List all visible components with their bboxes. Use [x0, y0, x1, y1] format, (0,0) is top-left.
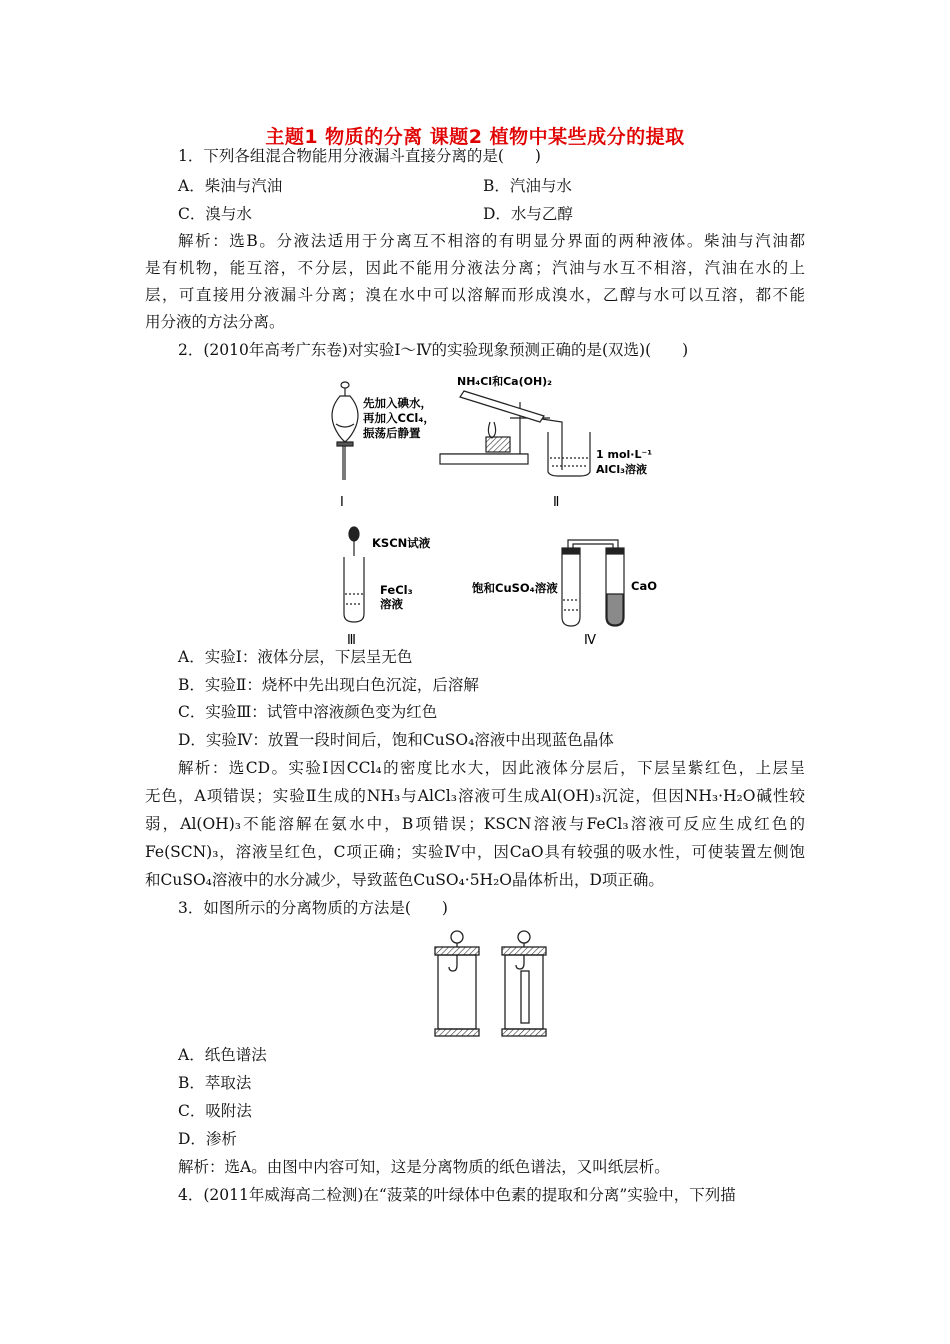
- exp1-label: 振荡后静置: [363, 426, 421, 440]
- question-4-stem: 4．(2011年威海高二检测)在“菠菜的叶绿体中色素的提取和分离”实验中，下列描: [178, 1186, 736, 1204]
- q1-option-c: C．溴与水: [178, 205, 252, 223]
- q1-analysis-line: 是有机物，能互溶，不分层，因此不能用分液法分离；汽油与水互不相溶，汽油在水的上: [145, 259, 805, 277]
- numeral-iii: Ⅲ: [347, 633, 356, 648]
- q3-option-c: C．吸附法: [178, 1102, 252, 1120]
- q1-analysis-line: 解析：选B。分液法适用于分离互不相溶的有明显分界面的两种液体。柴油与汽油都: [178, 232, 805, 250]
- numeral-iv: Ⅳ: [584, 633, 596, 648]
- q1-option-b: B．汽油与水: [483, 177, 572, 195]
- numeral-ii: Ⅱ: [553, 495, 560, 510]
- exp1-label: 先加入碘水，: [363, 396, 432, 410]
- connected-tubes-icon: [562, 540, 624, 626]
- question-3-stem: 3．如图所示的分离物质的方法是( ): [178, 899, 448, 917]
- exp4-right-label: CaO: [631, 579, 657, 593]
- separatory-funnel-icon: [332, 382, 358, 480]
- q2-analysis-line: Fe(SCN)₃，溶液呈红色，C项正确；实验Ⅳ中，因CaO具有较强的吸水性，可使装置左侧饱: [145, 843, 805, 861]
- exp1-label: 再加入CCl₄，: [363, 411, 435, 425]
- q2-option-b: B．实验Ⅱ：烧杯中先出现白色沉淀，后溶解: [178, 676, 479, 694]
- q1-analysis-line: 用分液的方法分离。: [145, 313, 285, 331]
- q3-option-b: B．萃取法: [178, 1074, 252, 1092]
- exp2-solution-label: 1 mol·L⁻¹: [596, 448, 653, 461]
- question-2-stem: 2．(2010年高考广东卷)对实验Ⅰ～Ⅳ的实验现象预测正确的是(双选)( ): [178, 341, 689, 359]
- exp3-reagent-label: KSCN试液: [372, 536, 431, 550]
- exp3-solution-label: FeCl₃: [380, 583, 413, 597]
- heating-apparatus-icon: [440, 391, 590, 476]
- q2-option-a: A．实验Ⅰ：液体分层，下层呈无色: [178, 648, 413, 666]
- q3-option-d: D．渗析: [178, 1130, 237, 1148]
- q1-analysis-line: 层，可直接用分液漏斗分离；溴在水中可以溶解而形成溴水，乙醇与水可以互溶，都不能: [145, 286, 805, 304]
- q1-option-d: D．水与乙醇: [483, 205, 573, 223]
- question-1-stem: 1．下列各组混合物能用分液漏斗直接分离的是( ): [178, 147, 541, 165]
- exp2-solution-label: AlCl₃溶液: [596, 463, 647, 476]
- q2-analysis-line: 解析：选CD。实验Ⅰ因CCl₄的密度比水大，因此液体分层后，下层呈紫红色，上层呈: [178, 759, 805, 777]
- exp4-left-label: 饱和CuSO₄溶液: [472, 581, 558, 595]
- paper-chromatography-figure: [425, 925, 565, 1040]
- dropper-test-tube-icon: [344, 527, 364, 622]
- experiment-figure: [300, 362, 700, 652]
- chromatography-jar-icon: [435, 931, 479, 1036]
- numeral-i: Ⅰ: [340, 495, 344, 510]
- q2-analysis-line: 和CuSO₄溶液中的水分减少，导致蓝色CuSO₄·5H₂O晶体析出，D项正确。: [145, 871, 664, 889]
- exp2-reagent-label: NH₄Cl和Ca(OH)₂: [457, 375, 552, 388]
- q1-option-a: A．柴油与汽油: [178, 177, 283, 195]
- q2-option-c: C．实验Ⅲ：试管中溶液颜色变为红色: [178, 703, 438, 721]
- q3-option-a: A．纸色谱法: [178, 1046, 267, 1064]
- q2-option-d: D．实验Ⅳ：放置一段时间后，饱和CuSO₄溶液中出现蓝色晶体: [178, 731, 614, 749]
- chromatography-jar-with-paper-icon: [502, 931, 546, 1036]
- q2-analysis-line: 无色，A项错误；实验Ⅱ生成的NH₃与AlCl₃溶液可生成Al(OH)₃沉淀，但因NH₃·H₂O碱性较: [145, 787, 805, 805]
- q2-analysis-line: 弱，Al(OH)₃不能溶解在氨水中，B项错误；KSCN溶液与FeCl₃溶液可反应生成红色的: [145, 815, 805, 833]
- exp3-solution-label: 溶液: [380, 597, 403, 611]
- q3-analysis: 解析：选A。由图中内容可知，这是分离物质的纸色谱法，又叫纸层析。: [178, 1158, 670, 1176]
- page-title: 主题1 物质的分离 课题2 植物中某些成分的提取: [265, 126, 685, 148]
